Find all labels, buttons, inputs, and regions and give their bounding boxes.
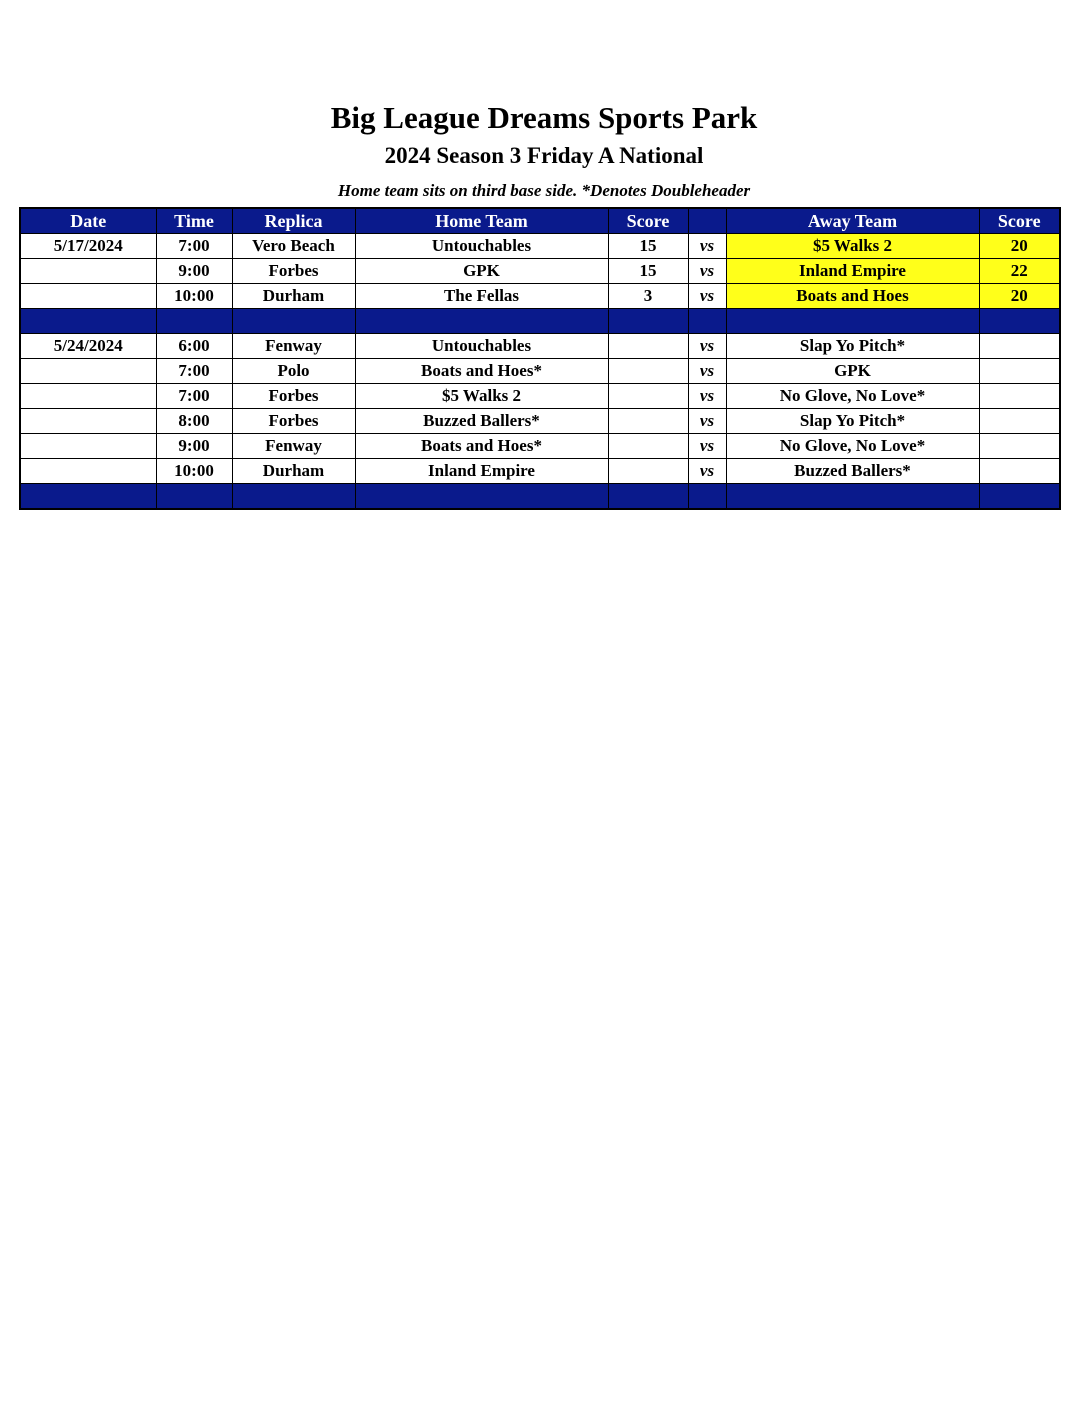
away-score-cell [979,409,1060,434]
vs-cell: vs [688,459,726,484]
table-row [20,259,1060,284]
separator-row [20,309,1060,334]
vs-cell: vs [688,359,726,384]
vs-cell: vs [688,334,726,359]
separator-cell [156,309,232,334]
replica-cell: Fenway [232,434,355,459]
column-header-time: Time [156,208,232,234]
home-score-cell [608,459,688,484]
away-team-cell: Slap Yo Pitch* [726,409,979,434]
home-team-cell: Boats and Hoes* [355,359,608,384]
separator-cell [608,309,688,334]
replica-cell: Durham [232,459,355,484]
separator-cell [688,309,726,334]
home-score-cell [608,359,688,384]
time-cell: 9:00 [156,259,232,284]
away-score-cell [979,359,1060,384]
column-header-away-team: Away Team [726,208,979,234]
date-cell [20,259,156,284]
separator-cell [608,484,688,510]
schedule-note: Home team sits on third base side. *Denotes Doubleheader [337,181,751,200]
table-header-row [20,208,1060,234]
home-score-cell [608,434,688,459]
separator-cell [20,309,156,334]
replica-cell: Polo [232,359,355,384]
column-header-away-score: Score [979,208,1060,234]
page-title: Big League Dreams Sports Park [330,100,758,135]
replica-cell: Forbes [232,409,355,434]
table-row [20,334,1060,359]
column-header-vs [688,208,726,234]
time-cell: 9:00 [156,434,232,459]
time-cell: 8:00 [156,409,232,434]
replica-cell: Fenway [232,334,355,359]
separator-cell [232,484,355,510]
away-team-cell: No Glove, No Love* [726,434,979,459]
home-score-cell [608,384,688,409]
home-team-cell: Inland Empire [355,459,608,484]
column-header-home-score: Score [608,208,688,234]
table-row [20,434,1060,459]
home-team-cell: $5 Walks 2 [355,384,608,409]
vs-cell: vs [688,259,726,284]
date-cell [20,434,156,459]
table-row [20,409,1060,434]
away-team-cell: Inland Empire [726,259,979,284]
separator-cell [726,309,979,334]
date-cell [20,459,156,484]
away-score-cell: 22 [979,259,1060,284]
separator-cell [156,484,232,510]
home-team-cell: Untouchables [355,234,608,259]
away-score-cell: 20 [979,284,1060,309]
schedule-table [19,207,1061,510]
separator-cell [688,484,726,510]
separator-cell [355,309,608,334]
date-cell [20,359,156,384]
column-header-date: Date [20,208,156,234]
separator-cell [355,484,608,510]
away-score-cell [979,434,1060,459]
separator-cell [979,309,1060,334]
away-team-cell: $5 Walks 2 [726,234,979,259]
replica-cell: Durham [232,284,355,309]
home-score-cell: 3 [608,284,688,309]
home-team-cell: The Fellas [355,284,608,309]
replica-cell: Forbes [232,384,355,409]
replica-cell: Forbes [232,259,355,284]
separator-cell [232,309,355,334]
time-cell: 7:00 [156,359,232,384]
date-cell [20,284,156,309]
home-score-cell [608,334,688,359]
schedule-body [20,234,1060,510]
home-score-cell: 15 [608,259,688,284]
away-score-cell: 20 [979,234,1060,259]
home-score-cell [608,409,688,434]
vs-cell: vs [688,384,726,409]
time-cell: 10:00 [156,284,232,309]
page-subtitle: 2024 Season 3 Friday A National [384,143,704,168]
away-team-cell: GPK [726,359,979,384]
away-score-cell [979,334,1060,359]
table-row [20,384,1060,409]
home-team-cell: GPK [355,259,608,284]
time-cell: 10:00 [156,459,232,484]
column-header-replica: Replica [232,208,355,234]
time-cell: 7:00 [156,384,232,409]
away-team-cell: Buzzed Ballers* [726,459,979,484]
table-row [20,359,1060,384]
date-cell: 5/24/2024 [20,334,156,359]
separator-cell [20,484,156,510]
away-score-cell [979,459,1060,484]
away-team-cell: No Glove, No Love* [726,384,979,409]
date-cell [20,409,156,434]
replica-cell: Vero Beach [232,234,355,259]
time-cell: 6:00 [156,334,232,359]
table-row [20,234,1060,259]
separator-cell [726,484,979,510]
away-team-cell: Boats and Hoes [726,284,979,309]
date-cell [20,384,156,409]
home-team-cell: Untouchables [355,334,608,359]
separator-cell [979,484,1060,510]
home-score-cell: 15 [608,234,688,259]
separator-row [20,484,1060,510]
column-header-home-team: Home Team [355,208,608,234]
vs-cell: vs [688,409,726,434]
home-team-cell: Boats and Hoes* [355,434,608,459]
vs-cell: vs [688,284,726,309]
table-row [20,284,1060,309]
away-score-cell [979,384,1060,409]
home-team-cell: Buzzed Ballers* [355,409,608,434]
date-cell: 5/17/2024 [20,234,156,259]
vs-cell: vs [688,434,726,459]
away-team-cell: Slap Yo Pitch* [726,334,979,359]
table-row [20,459,1060,484]
vs-cell: vs [688,234,726,259]
time-cell: 7:00 [156,234,232,259]
